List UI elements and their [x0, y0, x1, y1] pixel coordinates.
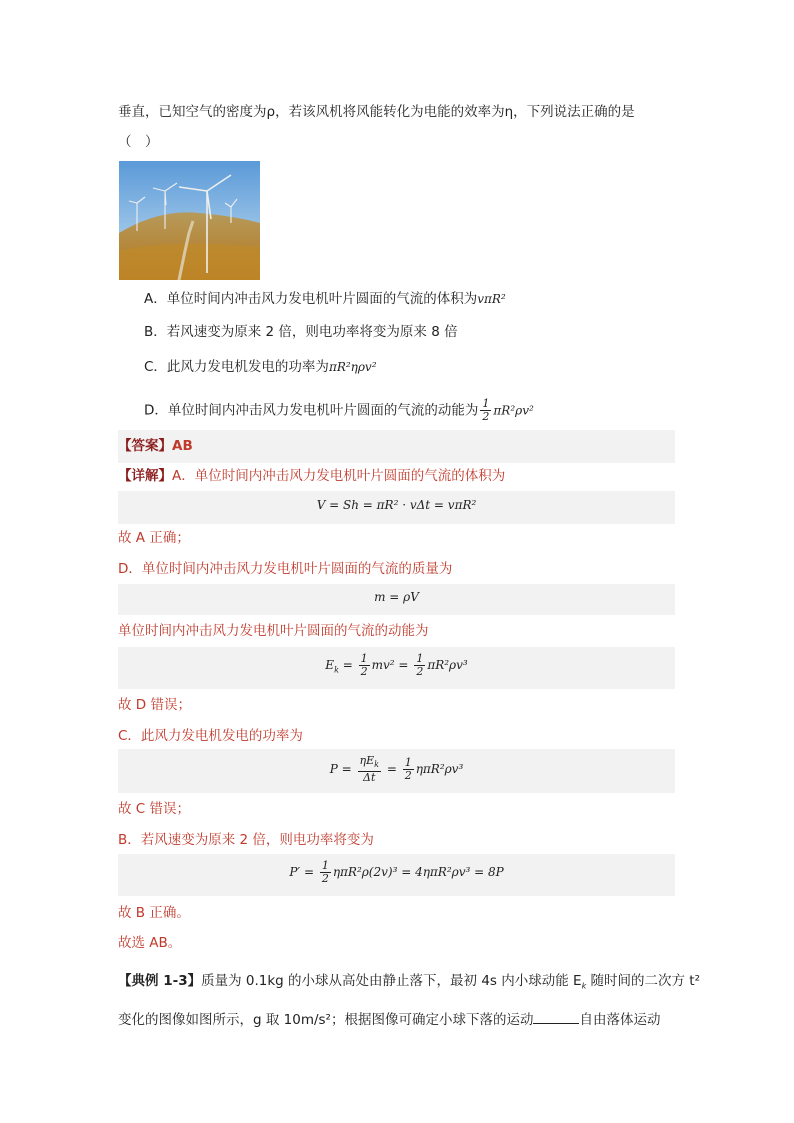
f4-num-text: ηE — [359, 754, 375, 767]
example-tag: 【典例 1-3】 — [118, 973, 202, 989]
option-c — [144, 357, 377, 377]
detail-a-conclusion: 故 A 正确； — [118, 530, 190, 546]
wind-turbine-illustration — [119, 161, 260, 280]
f4-den: Δt — [363, 771, 376, 785]
example-text-1-end: 随时间的二次方 t² — [586, 973, 700, 989]
f4-frac-2-num: 1 — [404, 756, 412, 770]
example-text-2b: 自由落体运动 — [579, 1012, 661, 1028]
detail-final-choice: 故选 AB。 — [118, 935, 182, 951]
f3-frac-2-num: 1 — [416, 652, 424, 665]
detail-d-line: D．单位时间内冲击风力发电机叶片圆面的气流的质量为 — [118, 561, 453, 577]
f3-left: E — [325, 658, 335, 672]
detail-b-conclusion: 故 B 正确。 — [118, 905, 190, 921]
answer-value: AB — [172, 438, 193, 454]
option-d — [144, 398, 534, 423]
f5-left: P′ = — [289, 865, 314, 879]
f5-frac — [320, 860, 331, 885]
f3-eq: = — [342, 658, 353, 672]
f4-right: ηπR²ρv³ — [415, 762, 464, 777]
answer-bracket: （ ） — [118, 134, 159, 150]
fill-in-blank[interactable] — [533, 1009, 579, 1024]
f4-eq: = — [386, 762, 397, 777]
f3-frac-1-num: 1 — [360, 652, 368, 665]
detail-a-line — [118, 466, 505, 486]
f5-frac-den: 2 — [321, 872, 329, 885]
detail-b-line: B．若风速变为原来 2 倍，则电功率将变为 — [118, 832, 374, 848]
formula-volume: V = Sh = πR² · vΔt = vπR² — [316, 498, 477, 512]
detail-a-text: A．单位时间内冲击风力发电机叶片圆面的气流的体积为 — [172, 468, 506, 484]
option-d-numerator: 1 — [482, 397, 490, 410]
example-ek-sub: k — [581, 981, 587, 991]
option-a-text: A．单位时间内冲击风力发电机叶片圆面的气流的体积为 — [144, 291, 478, 307]
formula-power — [118, 755, 675, 784]
option-d-fraction — [480, 398, 491, 423]
f3-right: πR²ρv³ — [427, 658, 468, 672]
detail-c-conclusion: 故 C 错误； — [118, 801, 191, 817]
wind-turbine-photo — [119, 161, 260, 280]
f3-frac-1-den: 2 — [360, 665, 368, 678]
f3-frac-2-den: 2 — [416, 665, 424, 678]
f4-frac-2-den: 2 — [404, 769, 412, 783]
f4-left: P = — [329, 762, 352, 777]
example-text-2a: 变化的图像如图所示，g 取 10m/s²；根据图像可确定小球下落的运动 — [118, 1012, 534, 1028]
f3-frac-2 — [414, 653, 425, 678]
example-1-3-line-2 — [118, 1009, 660, 1030]
option-c-text: C．此风力发电机发电的功率为 — [144, 359, 329, 375]
option-c-formula: πR²ηρv² — [328, 360, 377, 374]
f4-frac-1 — [358, 755, 381, 784]
option-d-text: D．单位时间内冲击风力发电机叶片圆面的气流的动能为 — [144, 402, 479, 419]
f4-frac-2 — [403, 757, 414, 782]
detail-d-conclusion: 故 D 错误； — [118, 697, 191, 713]
option-b: B．若风速变为原来 2 倍，则电功率将变为原来 8 倍 — [144, 324, 458, 340]
option-a — [144, 289, 506, 309]
f5-right: ηπR²ρ(2v)³ = 4ηπR²ρv³ = 8P — [332, 865, 504, 879]
formula-new-power — [118, 860, 675, 885]
f3-sub: k — [334, 665, 339, 675]
formula-kinetic-energy — [118, 653, 675, 678]
option-d-denominator: 2 — [482, 410, 490, 423]
answer-label: 【答案】 — [118, 438, 172, 454]
f3-frac-1 — [359, 653, 370, 678]
detail-ke-line: 单位时间内冲击风力发电机叶片圆面的气流的动能为 — [118, 623, 429, 639]
example-1-3-line-1 — [118, 971, 700, 997]
f3-mid: mv² = — [371, 658, 409, 672]
answer-line — [118, 436, 193, 456]
option-a-formula: vπR² — [477, 292, 506, 306]
f4-num — [358, 755, 381, 772]
detail-c-line: C．此风力发电机发电的功率为 — [118, 728, 303, 744]
option-d-formula: πR²ρv² — [493, 403, 534, 418]
answer-shade — [118, 430, 675, 463]
detail-label: 【详解】 — [118, 468, 172, 484]
example-text-1: 质量为 0.1kg 的小球从高处由静止落下，最初 4s 内小球动能 E — [201, 973, 582, 989]
f5-frac-num: 1 — [321, 859, 329, 872]
f4-num-sub: k — [374, 760, 379, 770]
formula-mass: m = ρV — [374, 590, 419, 604]
question-stem-line: 垂直，已知空气的密度为ρ，若该风机将风能转化为电能的效率为η，下列说法正确的是 — [118, 104, 635, 120]
